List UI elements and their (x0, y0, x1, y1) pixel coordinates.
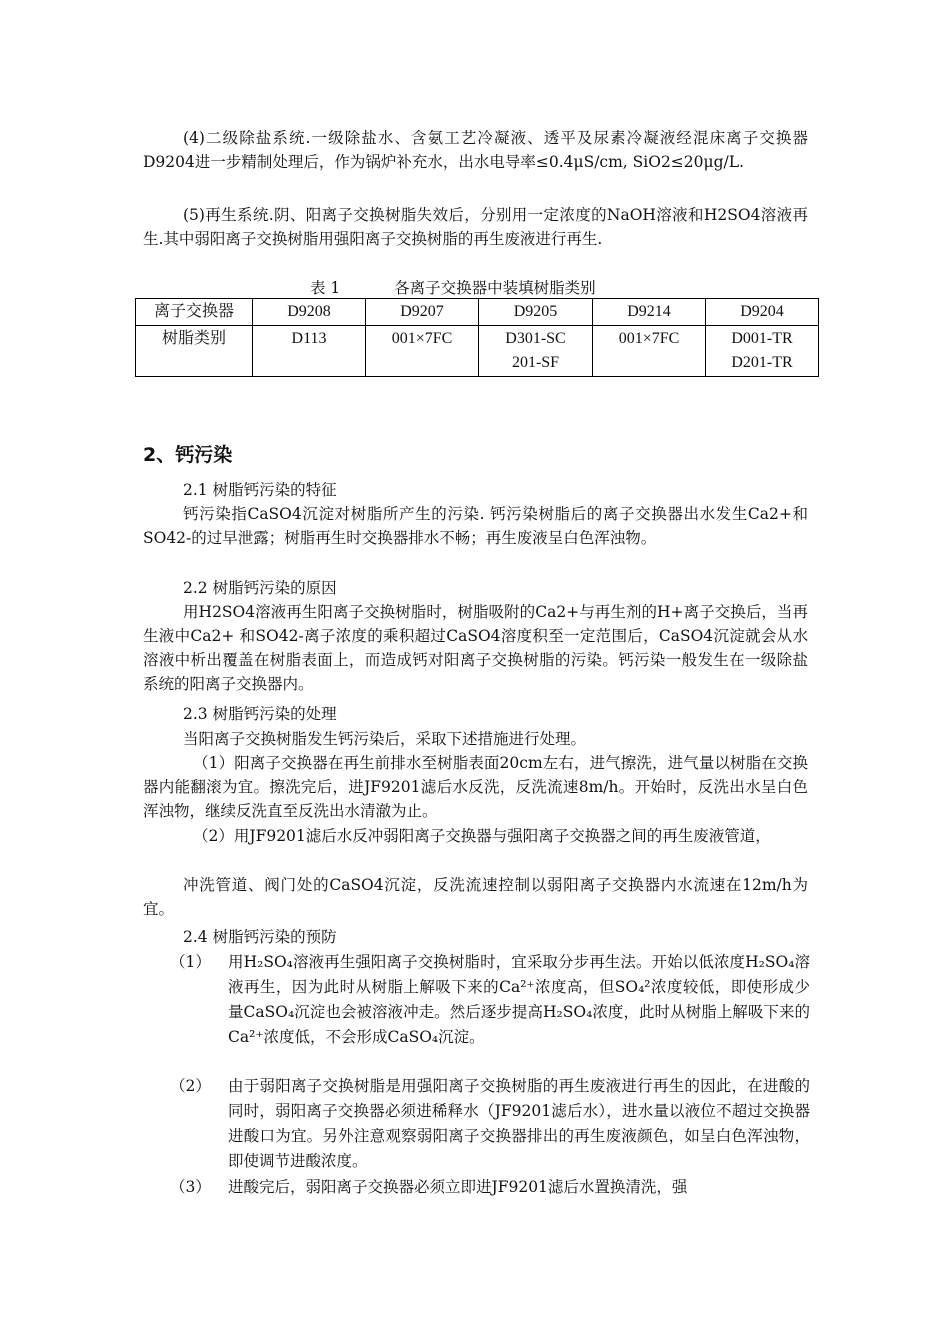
table-caption (310, 276, 596, 298)
paragraph-4: (4)二级除盐系统.一级除盐水、含氨工艺冷凝液、透平及尿素冷凝液经混床离子交换器D9204进一步精制处理后，作为锅炉补充水，出水电导率≤0.4μS/cm, SiO2≤20μg/L. (143, 129, 808, 171)
table-cell (366, 326, 479, 377)
paragraph: （1）阳离子交换器在再生前排水至树脂表面20cm左右，进气擦洗，进气量以树脂在交换器内能翻滚为宜。擦洗完后，进JF9201滤后水反洗，反洗流速8m/h。开始时，反洗出水呈白色浑浊物，继续反洗直至反洗出水清澈为止。 (143, 754, 808, 820)
list-item-text: 进酸完后，弱阳离子交换器必须立即进JF9201滤后水置换清洗，强 (228, 1178, 688, 1196)
list-item-number: （1） (170, 953, 211, 971)
paragraph: 当阳离子交换树脂发生钙污染后，采取下述措施进行处理。 (183, 730, 587, 748)
paragraph: （2）用JF9201滤后水反冲弱阳离子交换器与强阳离子交换器之间的再生废液管道， (193, 827, 771, 845)
subsection-title: 2.2 树脂钙污染的原因 (183, 579, 337, 597)
table-caption-title: 各离子交换器中装填树脂类别 (394, 279, 596, 297)
list-item (170, 1175, 810, 1200)
table-header-cell: D9214 (593, 299, 706, 326)
list-item-number: （2） (170, 1077, 211, 1095)
subsection-title: 2.4 树脂钙污染的预防 (183, 928, 337, 946)
table-row-label: 树脂类别 (136, 326, 253, 377)
table-header-cell: D9204 (706, 299, 819, 326)
list-item-text: 用H₂SO₄溶液再生强阳离子交换树脂时，宜采取分步再生法。开始以低浓度H₂SO₄溶液再生，因为此时从树脂上解吸下来的Ca²⁺浓度高，但SO₄²浓度较低，即使形成少量CaSO₄沉淀也会被溶液冲走。然后逐步提高H₂SO₄浓度，此时从树脂上解吸下来的Ca²⁺浓度低，不会形成CaSO₄沉淀。 (228, 953, 810, 1046)
subsection-title: 2.1 树脂钙污染的特征 (183, 481, 337, 499)
paragraph-5: (5)再生系统.阴、阳离子交换树脂失效后，分别用一定浓度的NaOH溶液和H2SO4溶液再生.其中弱阳离子交换树脂用强阳离子交换树脂的再生废液进行再生. (143, 206, 808, 248)
list-item-text: 由于弱阳离子交换树脂是用强阳离子交换树脂的再生废液进行再生的因此，在进酸的同时，弱阳离子交换器必须进稀释水（JF9201滤后水），进水量以液位不超过交换器进酸口为宜。另外注意观察弱阳离子交换器排出的再生废液颜色，如呈白色浑浊物，即使调节进酸浓度。 (228, 1077, 810, 1170)
cell-line: 001×7FC (618, 330, 680, 347)
table-header-cell: D9207 (366, 299, 479, 326)
cell-line: 001×7FC (391, 330, 453, 347)
paragraph: 钙污染指CaSO4沉淀对树脂所产生的污染. 钙污染树脂后的离子交换器出水发生Ca2+和SO42-的过早泄露；树脂再生时交换器排水不畅；再生废液呈白色浑浊物。 (143, 505, 808, 547)
cell-line: D001-TR (731, 330, 793, 347)
table-header-cell: D9208 (253, 299, 366, 326)
cell-line: D201-TR (731, 354, 793, 371)
resin-table (135, 298, 819, 377)
paragraph: 用H2SO4溶液再生阳离子交换树脂时，树脂吸附的Ca2+与再生剂的H+离子交换后，当再生液中Ca2+ 和SO42-离子浓度的乘积超过CaSO4溶度积至一定范围后，CaSO4沉淀就会从水溶液中析出覆盖在树脂表面上，而造成钙对阳离子交换树脂的污染。钙污染一般发生在一级除盐系统的阳离子交换器内。 (143, 603, 808, 693)
subsection-title: 2.3 树脂钙污染的处理 (183, 705, 337, 723)
table-cell (706, 326, 819, 377)
paragraph: 冲洗管道、阀门处的CaSO4沉淀，反洗流速控制以弱阳离子交换器内水流速在12m/h为宜。 (143, 876, 808, 918)
table-cell (253, 326, 366, 377)
table-row (136, 326, 819, 377)
table-cell (593, 326, 706, 377)
list-item-number: （3） (170, 1178, 211, 1196)
list-item (170, 1074, 810, 1174)
table-header-cell: D9205 (479, 299, 593, 326)
table-cell (479, 326, 593, 377)
list-item (170, 950, 810, 1050)
section-heading: 2、钙污染 (143, 444, 233, 466)
table-caption-number: 表 1 (310, 279, 341, 297)
cell-line: D301-SC (505, 330, 566, 347)
table-header-cell: 离子交换器 (136, 299, 253, 326)
cell-line: 201-SF (511, 354, 560, 371)
table-header-row (136, 299, 819, 326)
cell-line: D113 (291, 330, 327, 347)
